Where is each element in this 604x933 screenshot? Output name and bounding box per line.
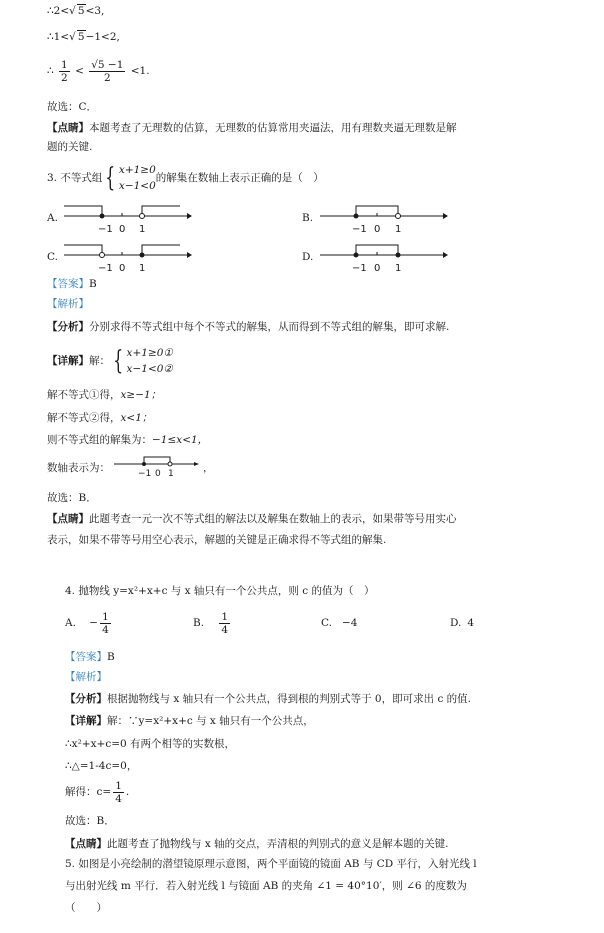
sqrt-radicand: 5 <box>77 31 85 43</box>
fraction: $\frac{1}{4}$ <box>115 779 122 805</box>
q3-answer: 【答案】B <box>47 278 97 290</box>
tick-label: 0 <box>374 224 381 235</box>
line-sqrt-bound-1 <box>47 4 104 18</box>
tick-label: 0 <box>155 469 161 479</box>
q3-choose: 故选：B． <box>47 492 97 504</box>
fraction-half: $\frac{1}{2}$ <box>61 58 68 84</box>
q3-stem: 3. 不等式组 { x+1≥0 x−1<0 的解集在数轴上表示正确的是（ ） <box>47 163 324 193</box>
line-text: ∴1< <box>47 31 70 43</box>
q4-option-a: A. − $\frac{1}{4}$ <box>65 610 109 636</box>
brace-icon: { <box>105 163 116 193</box>
q3-step-1: 解不等式①得，x≥−1； <box>47 389 162 401</box>
q4-step-3: 解得：c= $\frac{1}{4}$ . <box>65 779 130 805</box>
q5-line-2: 与出射光线 m 平行．若入射光线 l 与镜面 AB 的夹角 ∠1 = 40°10′，则 ∠6 的度数为 <box>65 880 467 892</box>
q5-line-3: （ ） <box>65 902 107 914</box>
fraction: $\frac{1}{4}$ <box>102 610 109 636</box>
brace-icon: { <box>113 346 124 376</box>
q4-option-b: B. $\frac{1}{4}$ <box>193 610 229 636</box>
fraction: $\frac{1}{4}$ <box>221 610 229 636</box>
q4-xiangjie: 【详解】解：∵y=x²+x+c 与 x 轴只有一个公共点， <box>65 715 314 727</box>
dianjing-1-cont: 题的关键. <box>47 141 93 153</box>
q3-step-4: 数轴表示为： <box>47 462 110 474</box>
q3-step-4-end: ， <box>203 462 214 474</box>
q3-dianjing-cont: 表示，如果不带等号用空心表示，解题的关键是正确求得不等式组的解集. <box>47 534 387 546</box>
tick-label: −1 <box>352 224 367 235</box>
tick-label: 0 <box>119 263 126 274</box>
line-text: ∴2< <box>47 5 70 17</box>
dianjing-1: 【点睛】本题考查了无理数的估算，无理数的估算常用夹逼法，用有理数夹逼无理数是解 <box>47 122 457 134</box>
q4-fenxi: 【分析】根据抛物线与 x 轴只有一个公共点，得到根的判别式等于 0，即可求出 c 的值. <box>65 693 472 705</box>
tick-label: 1 <box>395 263 402 274</box>
q4-dianjing: 【点睛】此题考查了抛物线与 x 轴的交点，弄清根的判别式的意义是解本题的关键. <box>65 838 449 850</box>
q4-option-c: C. −4 <box>321 617 358 629</box>
q3-dianjing: 【点睛】此题考查一元一次不等式组的解法以及解集在数轴上的表示，如果带等号用实心 <box>47 513 457 525</box>
tick-label: −1 <box>98 263 113 274</box>
tick-label: 0 <box>119 224 126 235</box>
q4-choose: 故选：B． <box>65 815 115 827</box>
q4-stem: 4. 抛物线 y=x²+x+c 与 x 轴只有一个公共点，则 c 的值为（ ） <box>65 585 375 597</box>
q3-option-b-numberline <box>318 198 448 238</box>
q4-jiexi: 【解析】 <box>65 671 107 683</box>
q3-option-a-label: A. <box>47 212 58 224</box>
q3-option-b-label: B. <box>302 212 314 224</box>
line-sqrt-bound-3 <box>47 56 150 86</box>
tick-label: 1 <box>395 224 402 235</box>
fraction-sqrt5-minus-1: $\frac{√5 -1}{2}$ <box>91 58 124 84</box>
q3-option-d-label: D. <box>302 251 314 263</box>
q4-answer: 【答案】B <box>65 651 115 663</box>
q3-jiexi: 【解析】 <box>47 298 89 310</box>
tick-label: 0 <box>374 263 381 274</box>
q3-option-a-numberline <box>62 198 192 238</box>
q3-step-3: 则不等式组的解集为：−1≤x<1， <box>47 434 209 446</box>
line-text: <1. <box>130 65 150 77</box>
q3-xiangjie: 【详解】解： { x+1≥0① x−1<0② <box>47 346 173 376</box>
sqrt-symbol: √ <box>69 31 76 43</box>
q5-line-1: 5. 如图是小亮绘制的潜望镜原理示意图，两个平面镜的镜面 AB 与 CD 平行，入射光线 l <box>65 858 477 870</box>
line-text: −1<2, <box>85 31 120 43</box>
tick-label: −1 <box>352 263 367 274</box>
line-sqrt-bound-2 <box>47 30 120 44</box>
q3-option-c-label: C. <box>47 251 58 263</box>
line-text: ∴ <box>47 65 54 77</box>
line-text: <3, <box>85 5 105 17</box>
choose-c: 故选：C． <box>47 101 98 113</box>
q4-option-d: D. 4 <box>450 617 475 629</box>
q3-fenxi: 【分析】分别求得不等式组中每个不等式的解集，从而得到不等式组的解集，即可求解. <box>47 321 450 333</box>
tick-label: 1 <box>139 224 146 235</box>
inequality-system: x+1≥0 x−1<0 <box>118 164 156 192</box>
sqrt-symbol: √ <box>69 5 76 17</box>
tick-label: 1 <box>168 469 174 479</box>
tick-label: −1 <box>138 469 152 479</box>
q3-step-2: 解不等式②得，x<1； <box>47 412 153 424</box>
sqrt-radicand: 5 <box>77 5 85 17</box>
q4-step-2: ∴△=1-4c=0， <box>65 760 138 772</box>
tick-label: 1 <box>139 263 146 274</box>
tick-label: −1 <box>98 224 113 235</box>
inequality-system: x+1≥0① x−1<0② <box>126 347 173 375</box>
line-text: < <box>75 65 84 77</box>
q3-option-c-numberline <box>62 237 192 277</box>
q4-step-1: ∴x²+x+c=0 有两个相等的实数根， <box>65 738 236 750</box>
q3-option-d-numberline <box>318 237 448 277</box>
q3-solution-numberline <box>112 450 200 482</box>
